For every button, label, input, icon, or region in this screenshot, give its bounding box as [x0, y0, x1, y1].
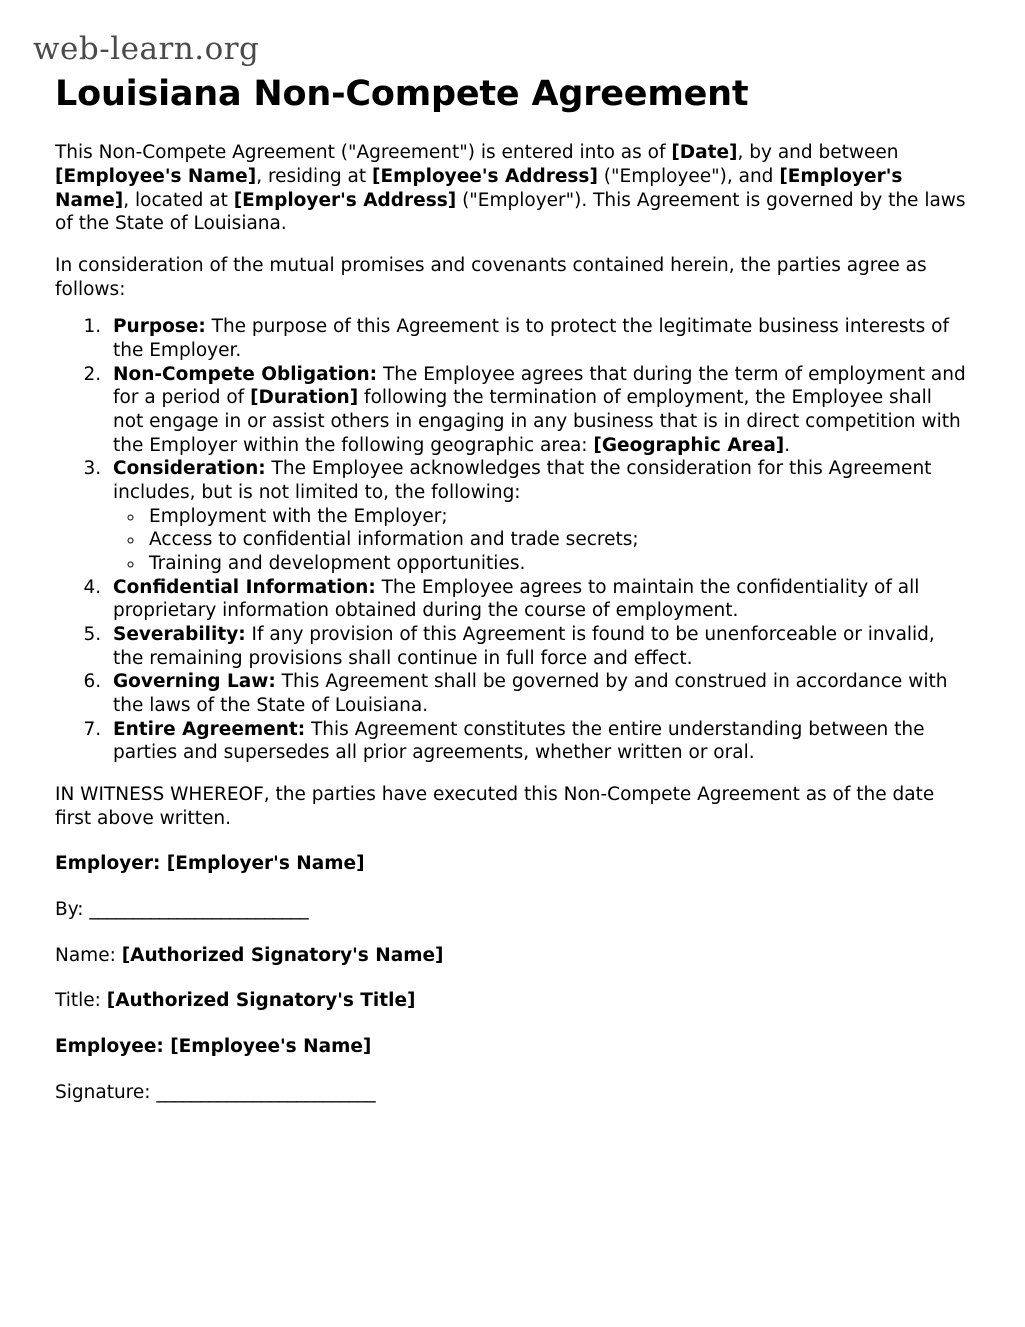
geographic-area-placeholder: [Geographic Area] — [593, 434, 785, 456]
clause-body: The Employee acknowledges that the consideration for this Agreement includes, but is not limited to, the following: — [113, 458, 932, 504]
clause-body: This Agreement constitutes the entire understanding between the parties and supersedes all prior agreements, whether written or oral. — [113, 718, 925, 764]
date-placeholder: [Date] — [671, 142, 738, 164]
by-signature-rule: _________________________ — [89, 899, 309, 921]
clause-heading: Governing Law: — [113, 671, 276, 693]
clause-item-severability — [107, 623, 967, 670]
list-item: ◦ Employment with the Employer; — [145, 505, 967, 529]
clause-heading: Severability: — [113, 624, 246, 646]
intro-text-5: , located at — [123, 189, 234, 211]
title-signature-line — [55, 989, 967, 1013]
by-label: By: — [55, 899, 90, 921]
intro-text-2: , by and between — [737, 142, 899, 164]
document-body — [55, 74, 967, 1104]
list-item: ◦ Training and development opportunities. — [145, 552, 967, 576]
signature-label: Signature: — [55, 1081, 157, 1103]
intro-paragraph — [55, 141, 967, 236]
employer-address-placeholder: [Employer's Address] — [233, 189, 457, 211]
intro-text-1: This Non-Compete Agreement ("Agreement") is entered into as of — [55, 142, 672, 164]
clause-body-a: The Employee agrees that during the term of employment and for a period of — [113, 363, 966, 409]
clause-body: The Employee agrees to maintain the confidentiality of all proprietary information obtained during the course of employment. — [113, 576, 920, 622]
site-logo: web-learn.org — [33, 31, 260, 67]
clause-item-non-compete-obligation — [107, 363, 967, 458]
clause-heading: Confidential Information: — [113, 576, 376, 598]
employee-name-placeholder: [Employee's Name] — [55, 165, 257, 187]
intro-text-6: ("Employer"). This Agreement is governed by the laws of the State of Louisiana. — [55, 189, 966, 235]
duration-placeholder: [Duration] — [250, 387, 359, 409]
clause-heading: Purpose: — [113, 316, 206, 338]
employee-address-placeholder: [Employee's Address] — [372, 165, 598, 187]
clause-body-b: following the termination of employment, the Employee shall not engage in or assist others in engaging in any business that is in direct competition with the Employer within the following geographic area: — [113, 387, 961, 456]
clause-item-governing-law — [107, 670, 967, 717]
clause-heading: Entire Agreement: — [113, 718, 306, 740]
clause-body: This Agreement shall be governed by and construed in accordance with the laws of the State of Louisiana. — [113, 671, 948, 717]
page-title: Louisiana Non-Compete Agreement — [55, 74, 749, 114]
title-label: Title: — [55, 990, 107, 1012]
employee-signature-line: Employee: [Employee's Name] — [55, 1036, 372, 1058]
clause-heading: Consideration: — [113, 458, 266, 480]
signature-rule: _________________________ — [156, 1081, 376, 1103]
clause-item-consideration — [107, 457, 967, 575]
clause-list — [55, 315, 967, 765]
consideration-subitem-list — [113, 505, 967, 576]
signature-field-line — [55, 1081, 967, 1105]
clause-body: If any provision of this Agreement is found to be unenforceable or invalid, the remaining provisions shall continue in full force and effect. — [113, 624, 935, 669]
clause-item-purpose — [107, 315, 967, 362]
clause-item-entire-agreement — [107, 718, 967, 765]
intro-text-4: ("Employee"), and — [597, 165, 780, 187]
clause-body: The purpose of this Agreement is to protect the legitimate business interests of the Employer. — [113, 316, 950, 361]
witness-paragraph: IN WITNESS WHEREOF, the parties have executed this Non-Compete Agreement as of the date first above written. — [55, 784, 935, 829]
employer-name-placeholder: [Employer's Name] — [55, 165, 903, 211]
by-signature-line — [55, 898, 967, 922]
employer-signature-line: Employer: [Employer's Name] — [55, 853, 365, 875]
authorized-signatory-title-placeholder: [Authorized Signatory's Title] — [106, 990, 416, 1012]
clause-item-confidential-information — [107, 576, 967, 623]
name-signature-line — [55, 944, 967, 968]
clause-heading: Non-Compete Obligation: — [113, 363, 378, 385]
authorized-signatory-name-placeholder: [Authorized Signatory's Name] — [121, 944, 444, 966]
intro-text-3: , residing at — [256, 165, 373, 187]
list-item: ◦ Access to confidential information and trade secrets; — [145, 528, 967, 552]
consideration-paragraph: In consideration of the mutual promises and covenants contained herein, the parties agree as follows: — [55, 254, 927, 300]
clause-body-c: . — [784, 434, 791, 456]
name-label: Name: — [55, 944, 122, 966]
